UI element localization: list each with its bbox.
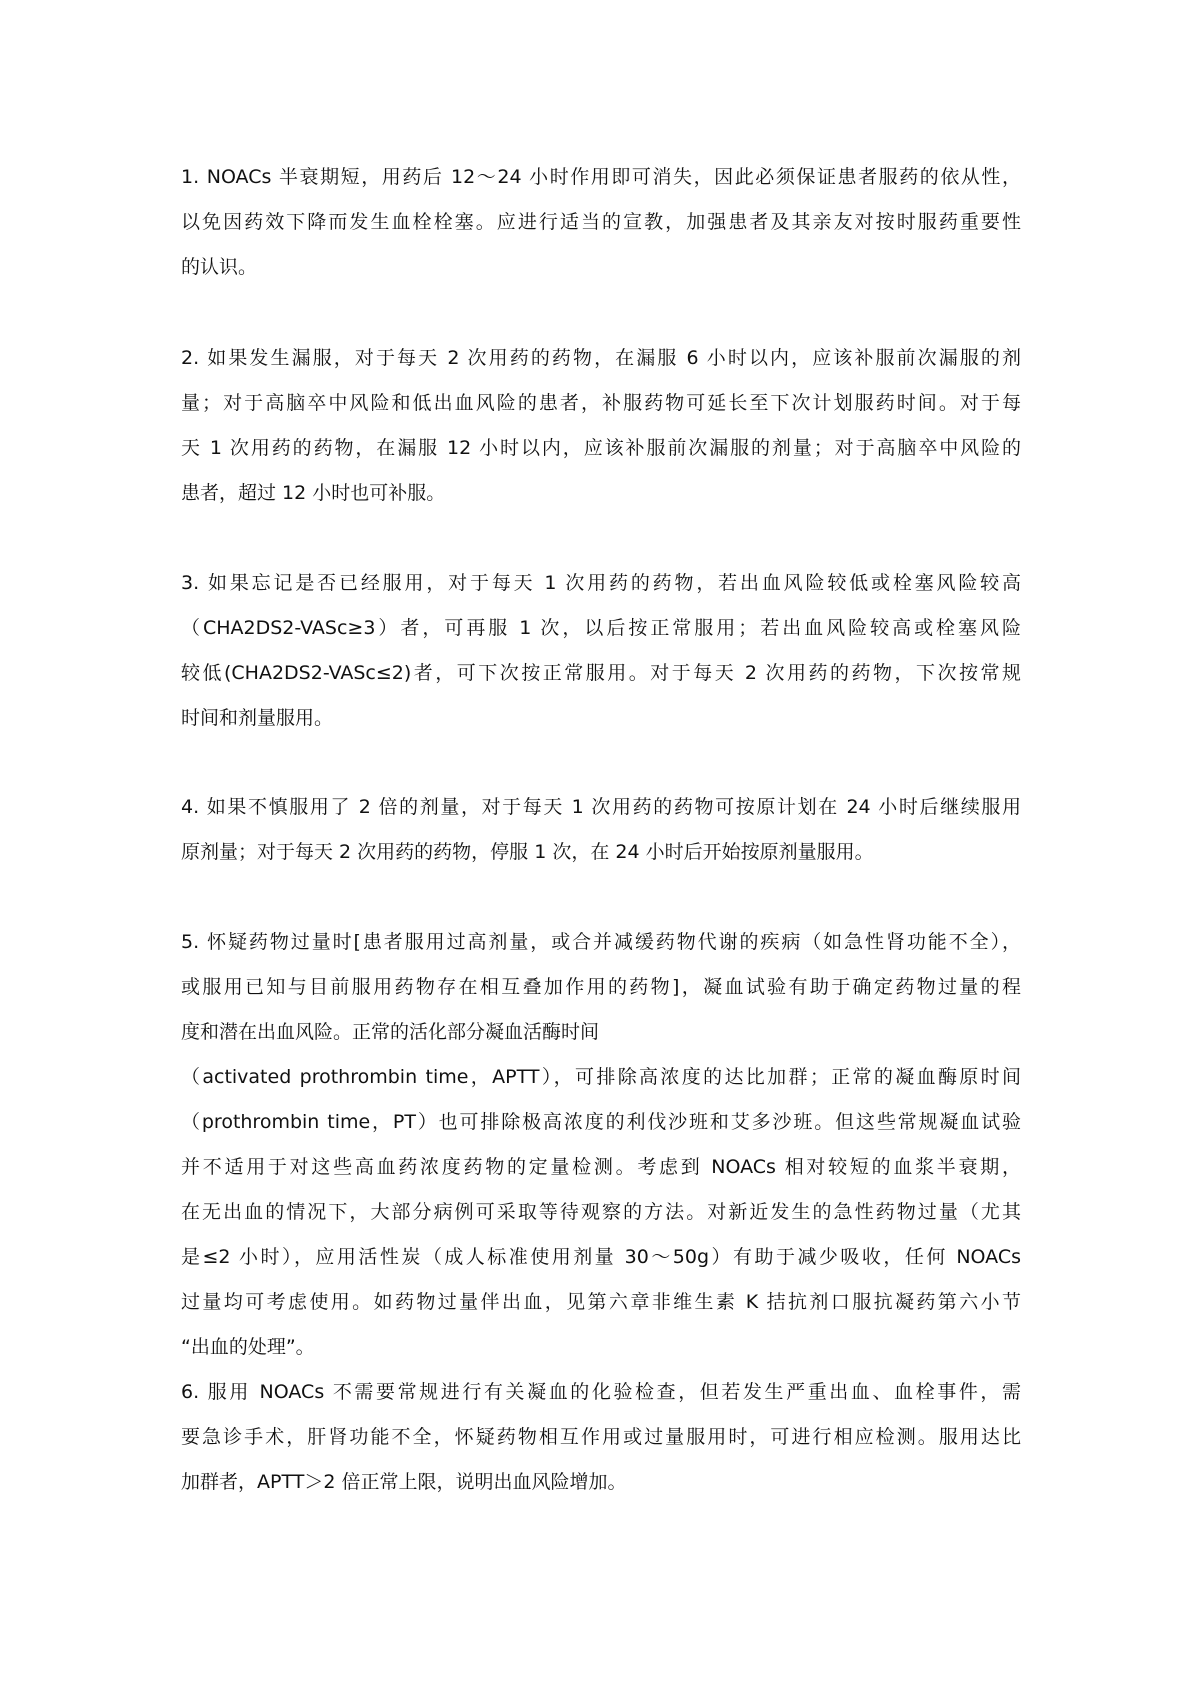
text-line: 的认识。 (181, 256, 258, 278)
text-line: 3. 如果忘记是否已经服用，对于每天 1 次用药的药物，若出血风险较低或栓塞风险较高 (181, 572, 1021, 594)
text-line: 4. 如果不慎服用了 2 倍的剂量，对于每天 1 次用药的药物可按原计划在 24 小时后继续服用 (181, 796, 1021, 818)
text-line: 量；对于高脑卒中风险和低出血风险的患者，补服药物可延长至下次计划服药时间。对于每 (181, 392, 1021, 414)
text-line: （prothrombin time，PT）也可排除极高浓度的利伐沙班和艾多沙班。但这些常规凝血试验 (181, 1111, 1021, 1133)
text-line: 加群者，APTT＞2 倍正常上限，说明出血风险增加。 (181, 1471, 627, 1493)
text-line: 2. 如果发生漏服，对于每天 2 次用药的药物，在漏服 6 小时以内，应该补服前次漏服的剂 (181, 347, 1021, 369)
paragraph-3 (181, 561, 1021, 741)
text-line: 5. 怀疑药物过量时[患者服用过高剂量，或合并减缓药物代谢的疾病（如急性肾功能不全）， (181, 931, 1021, 953)
text-line: “出血的处理”。 (181, 1336, 315, 1358)
text-line: 时间和剂量服用。 (181, 707, 334, 729)
text-line: 较低(CHA2DS2-VASc≤2)者，可下次按正常服用。对于每天 2 次用药的药物，下次按常规 (181, 662, 1021, 684)
text-line: 天 1 次用药的药物，在漏服 12 小时以内，应该补服前次漏服的剂量；对于高脑卒中风险的 (181, 437, 1021, 459)
text-line: 1. NOACs 半衰期短，用药后 12～24 小时作用即可消失，因此必须保证患者服药的依从性， (181, 166, 1021, 188)
text-line: 在无出血的情况下，大部分病例可采取等待观察的方法。对新近发生的急性药物过量（尤其 (181, 1201, 1021, 1223)
text-line: 度和潜在出血风险。正常的活化部分凝血活酶时间 (181, 1021, 600, 1043)
text-line: 患者，超过 12 小时也可补服。 (181, 482, 446, 504)
text-line: 原剂量；对于每天 2 次用药的药物，停服 1 次，在 24 小时后开始按原剂量服用。 (181, 841, 874, 863)
paragraph-2 (181, 336, 1021, 516)
text-line: 过量均可考虑使用。如药物过量伴出血，见第六章非维生素 K 拮抗剂口服抗凝药第六小节 (181, 1291, 1021, 1313)
text-line: （activated prothrombin time，APTT），可排除高浓度的达比加群；正常的凝血酶原时间 (181, 1066, 1021, 1088)
paragraph-5 (181, 920, 1021, 1505)
text-line: 并不适用于对这些高血药浓度药物的定量检测。考虑到 NOACs 相对较短的血浆半衰期， (181, 1156, 1021, 1178)
text-line: 6. 服用 NOACs 不需要常规进行有关凝血的化验检查，但若发生严重出血、血栓事件，需 (181, 1381, 1021, 1403)
text-line: 或服用已知与目前服用药物存在相互叠加作用的药物]，凝血试验有助于确定药物过量的程 (181, 976, 1021, 998)
text-line: 是≤2 小时），应用活性炭（成人标准使用剂量 30～50g）有助于减少吸收，任何 NOACs (181, 1246, 1021, 1268)
paragraph-1 (181, 155, 1021, 290)
text-line: （CHA2DS2-VASc≥3）者，可再服 1 次，以后按正常服用；若出血风险较高或栓塞风险 (181, 617, 1021, 639)
text-line: 要急诊手术，肝肾功能不全，怀疑药物相互作用或过量服用时，可进行相应检测。服用达比 (181, 1426, 1021, 1448)
text-line: 以免因药效下降而发生血栓栓塞。应进行适当的宣教，加强患者及其亲友对按时服药重要性 (181, 211, 1021, 233)
paragraph-4 (181, 785, 1021, 875)
